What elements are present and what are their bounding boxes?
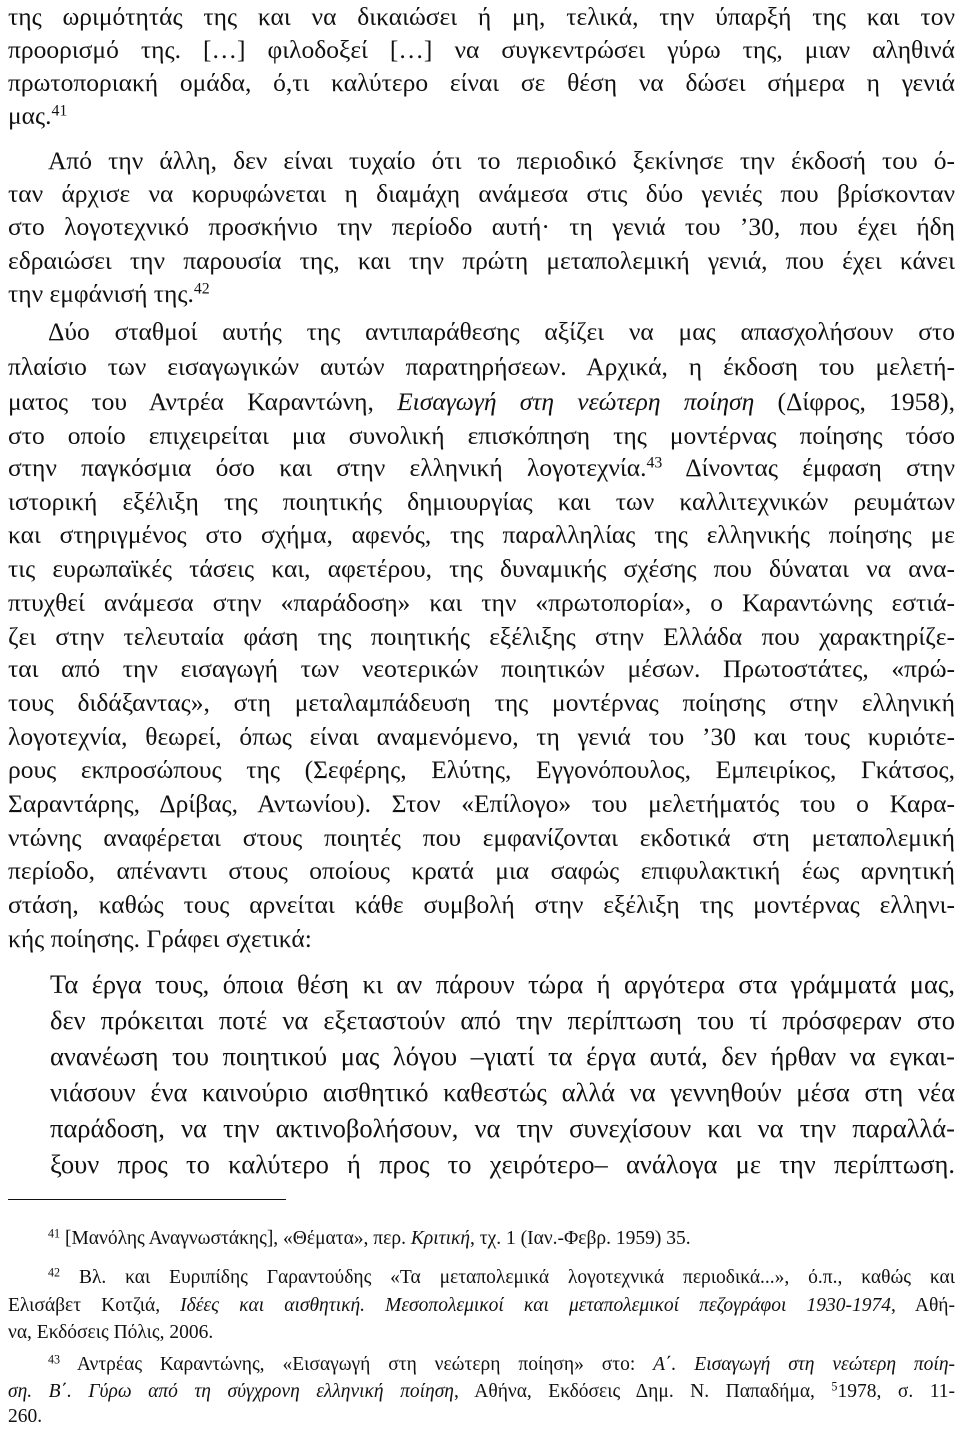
body-line: πλαίσιο των εισαγωγικών αυτών παρατηρήσεων. Αρχικά, η έκδοση του μελετή- — [8, 352, 955, 381]
body-line: μας.$^{41}$ — [8, 101, 68, 130]
body-line: και στηριγμένος στο σχήμα, αφενός, της παραλληλίας της ελληνικής ποίησης με — [8, 520, 955, 549]
body-line: ταν άρχισε να κορυφώνεται η διαμάχη ανάμεσα στις δύο γενιές που βρίσκονταν — [8, 179, 955, 208]
footnote-line: να, Εκδόσεις Πόλις, 2006. — [8, 1322, 214, 1343]
body-line: της ωριμότητάς της και να δικαιώσει ή μη, τελικά, την ύπαρξή της και τον — [8, 2, 955, 31]
body-line: ιστορική εξέλιξη της ποιητικής δημιουργίας και των καλλιτεχνικών ρευμάτων — [8, 487, 955, 516]
footnote-line: Ελισάβετ Κοτζιά, Ιδέες και αισθητική. Μεσοπολεμικοί και μεταπολεμικοί πεζογράφοι 1930-1974, Αθή- — [8, 1295, 955, 1316]
body-line: ζει στην τελευταία φάση της ποιητικής εξέλιξης στην Ελλάδα που χαρακτηρίζε- — [8, 622, 955, 651]
body-line: στο λογοτεχνικό προσκήνιο την περίοδο αυτή· τη γενιά του ’30, που έχει ήδη — [8, 212, 955, 241]
quote-line: ξουν προς το καλύτερο ή προς το χειρότερο– ανάλογα με την περίπτωση. — [50, 1149, 955, 1179]
body-line: τις ευρωπαϊκές τάσεις και, αφετέρου, της δυναμικής σχέσης που δύναται να ανα- — [8, 554, 955, 583]
book-title: Εισαγωγή στη νεώτερη ποίηση — [397, 387, 755, 416]
body-line: περίοδο, απέναντι στους οποίους κρατά μια σαφώς επιφυλακτική έως αρνητική — [8, 856, 955, 885]
footnote-number: 41 — [48, 1226, 61, 1241]
footnote: $^{42}$ Βλ. και Ευριπίδης Γαραντούδης «Τα μεταπολεμικά λογοτεχνικά περιοδικά...», ό.π., καθώς και — [48, 1265, 955, 1288]
footnote-ref: 42 — [193, 280, 210, 298]
body-line: ρους εκπροσώπους της (Σεφέρης, Ελύτης, Εγγονόπουλος, Εμπειρίκος, Γκάτσος, — [8, 755, 955, 784]
footnote: $^{43}$ Αντρέας Καραντώνης, «Εισαγωγή στη νεώτερη ποίηση» στο: Α΄. Εισαγωγή στη νεώτερη ποίη- — [48, 1352, 955, 1375]
body-line: τους διδάξαντας», στη μεταλαμπάδευση της μοντέρνας ποίησης στην ελληνική — [8, 688, 955, 717]
body-line: πρωτοποριακή ομάδα, ό,τι καλύτερο είναι σε θέση να δώσει σήμερα η γενιά — [8, 68, 955, 97]
body-line: εδραιώσει την παρουσία της, και την πρώτη μεταπολεμική γενιά, που έχει κάνει — [8, 246, 955, 275]
quote-line: νιάσουν ένα καινούριο αισθητικό καθεστώς αλλά να γεννηθούν μέσα στη νέα — [50, 1077, 955, 1107]
quote-line: Τα έργα τους, όποια θέση κι αν πάρουν τώρα ή αργότερα στα γράμματά μας, — [50, 969, 955, 999]
body-line: στο οποίο επιχειρείται μια συνολική επισκόπηση της μοντέρνας ποίησης τόσο — [8, 421, 955, 450]
footnote: $^{41}$ [Μανόλης Αναγνωστάκης], «Θέματα», περ. Κριτική, τχ. 1 (Ιαν.-Φεβρ. 1959) 35. — [48, 1226, 691, 1249]
quote-line: δεν πρόκειται ποτέ να εξεταστούν από την περίπτωση του τί πρόσφεραν στο — [50, 1005, 955, 1035]
body-line: την εμφάνισή της.$^{42}$ — [8, 279, 210, 308]
body-line: κής ποίησης. Γράφει σχετικά: — [8, 924, 312, 953]
footnote-number: 43 — [48, 1352, 61, 1367]
body-line: στάση, καθώς τους αρνείται κάθε συμβολή στην εξέλιξη της μοντέρνας ελληνι- — [8, 890, 955, 919]
quote-line: ανανέωση του ποιητικού μας λόγου –γιατί τα έργα αυτά, δεν ήρθαν να εγκαι- — [50, 1041, 955, 1071]
footnote-line: 260. — [8, 1406, 43, 1427]
footnote-ref: 43 — [646, 454, 663, 472]
body-line: ματος του Αντρέα Καραντώνη, Εισαγωγή στη νεώτερη ποίηση (Δίφρος, 1958), — [8, 387, 955, 416]
body-line: Δύο σταθμοί αυτής της αντιπαράθεσης αξίζει να μας απασχολήσουν στο — [48, 317, 955, 346]
footnote-ref: 41 — [51, 102, 68, 120]
body-line: στην παγκόσμια όσο και στην ελληνική λογοτεχνία.$^{43}$ Δίνοντας έμφαση στην — [8, 453, 955, 482]
body-line: προορισμό της. […] φιλοδοξεί […] να συγκεντρώσει γύρω της, μιαν αληθινά — [8, 35, 955, 64]
body-line: πτυχθεί ανάμεσα στην «παράδοση» και την «πρωτοπορία», ο Καραντώνης εστιά- — [8, 588, 955, 617]
body-line: λογοτεχνία, θεωρεί, όπως είναι αναμενόμενο, τη γενιά του ’30 και τους κυριότε- — [8, 722, 955, 751]
footnote-separator — [8, 1199, 286, 1200]
body-line: ντώνης αναφέρεται στους ποιητές που εμφανίζονται εκδοτικά στη μεταπολεμική — [8, 823, 955, 852]
footnote-line: ση. Β΄. Γύρω από τη σύγχρονη ελληνική ποίηση, Αθήνα, Εκδόσεις Δημ. Ν. Παπαδήμα, $^5$1978, σ. 11- — [8, 1379, 955, 1402]
body-line: ται από την εισαγωγή των νεοτερικών ποιητικών μέσων. Πρωτοστάτες, «πρώ- — [8, 654, 955, 683]
footnote-number: 42 — [48, 1265, 61, 1280]
quote-line: παράδοση, να την ακτινοβολήσουν, να την συνεχίσουν και να την παραλλά- — [50, 1113, 955, 1143]
body-line: Από την άλλη, δεν είναι τυχαίο ότι το περιοδικό ξεκίνησε την έκδοσή του ό- — [48, 146, 955, 175]
body-line: Σαραντάρης, Δρίβας, Αντωνίου). Στον «Επίλογο» του μελετήματός του ο Καρα- — [8, 789, 955, 818]
